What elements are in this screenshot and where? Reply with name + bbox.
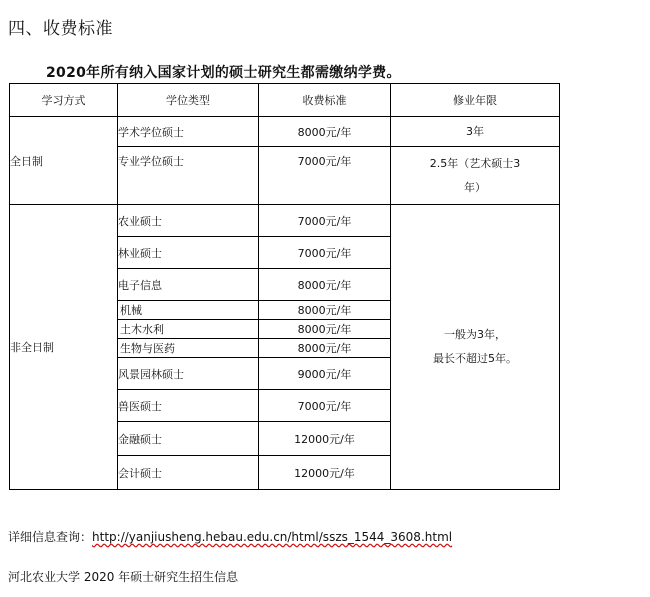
fee-cell: 7000元/年 xyxy=(259,147,391,205)
header-study-duration: 修业年限 xyxy=(391,84,560,117)
table-row xyxy=(10,205,560,237)
fee-cell: 12000元/年 xyxy=(259,422,391,456)
fee-cell: 8000元/年 xyxy=(259,117,391,147)
details-line xyxy=(8,528,452,545)
degree-cell: 土木水利 xyxy=(118,320,259,339)
duration-line: 年） xyxy=(464,180,486,194)
degree-cell: 会计硕士 xyxy=(118,456,259,490)
header-degree-type: 学位类型 xyxy=(118,84,259,117)
source-caption: 河北农业大学 2020 年硕士研究生招生信息 xyxy=(8,570,239,584)
degree-cell: 兽医硕士 xyxy=(118,390,259,422)
intro-text: 2020年所有纳入国家计划的硕士研究生都需缴纳学费。 xyxy=(46,65,401,81)
full-time-mode-cell: 全日制 xyxy=(10,117,118,205)
fee-table xyxy=(9,83,560,490)
degree-cell: 金融硕士 xyxy=(118,422,259,456)
details-label: 详细信息查询： xyxy=(8,530,93,544)
degree-cell: 学术学位硕士 xyxy=(118,117,259,147)
section-title: 四、收费标准 xyxy=(8,19,113,39)
header-study-mode: 学习方式 xyxy=(10,84,118,117)
duration-line: 一般为3年， xyxy=(444,328,506,341)
degree-cell: 机械 xyxy=(118,301,259,320)
fee-cell: 9000元/年 xyxy=(259,358,391,390)
fee-cell: 7000元/年 xyxy=(259,390,391,422)
duration-cell xyxy=(391,147,560,205)
table-row xyxy=(10,117,560,147)
fee-cell: 7000元/年 xyxy=(259,205,391,237)
fee-cell: 7000元/年 xyxy=(259,237,391,269)
part-time-mode-cell: 非全日制 xyxy=(10,205,118,490)
header-fee-standard: 收费标准 xyxy=(259,84,391,117)
degree-cell: 电子信息 xyxy=(118,269,259,301)
degree-cell: 风景园林硕士 xyxy=(118,358,259,390)
fee-cell: 12000元/年 xyxy=(259,456,391,490)
degree-cell: 农业硕士 xyxy=(118,205,259,237)
degree-cell: 林业硕士 xyxy=(118,237,259,269)
duration-line: 最长不超过5年。 xyxy=(433,352,517,365)
table-header-row xyxy=(10,84,560,117)
degree-cell: 专业学位硕士 xyxy=(118,147,259,205)
duration-line: 2.5年（艺术硕士3 xyxy=(429,156,521,170)
fee-cell: 8000元/年 xyxy=(259,269,391,301)
part-time-duration-cell xyxy=(391,205,560,490)
fee-cell: 8000元/年 xyxy=(259,301,391,320)
fee-cell: 8000元/年 xyxy=(259,320,391,339)
duration-cell: 3年 xyxy=(391,117,560,147)
details-url-link[interactable]: http://yanjiusheng.hebau.edu.cn/html/sszs_1544_3608.html xyxy=(92,530,453,544)
degree-cell: 生物与医药 xyxy=(118,339,259,358)
fee-cell: 8000元/年 xyxy=(259,339,391,358)
